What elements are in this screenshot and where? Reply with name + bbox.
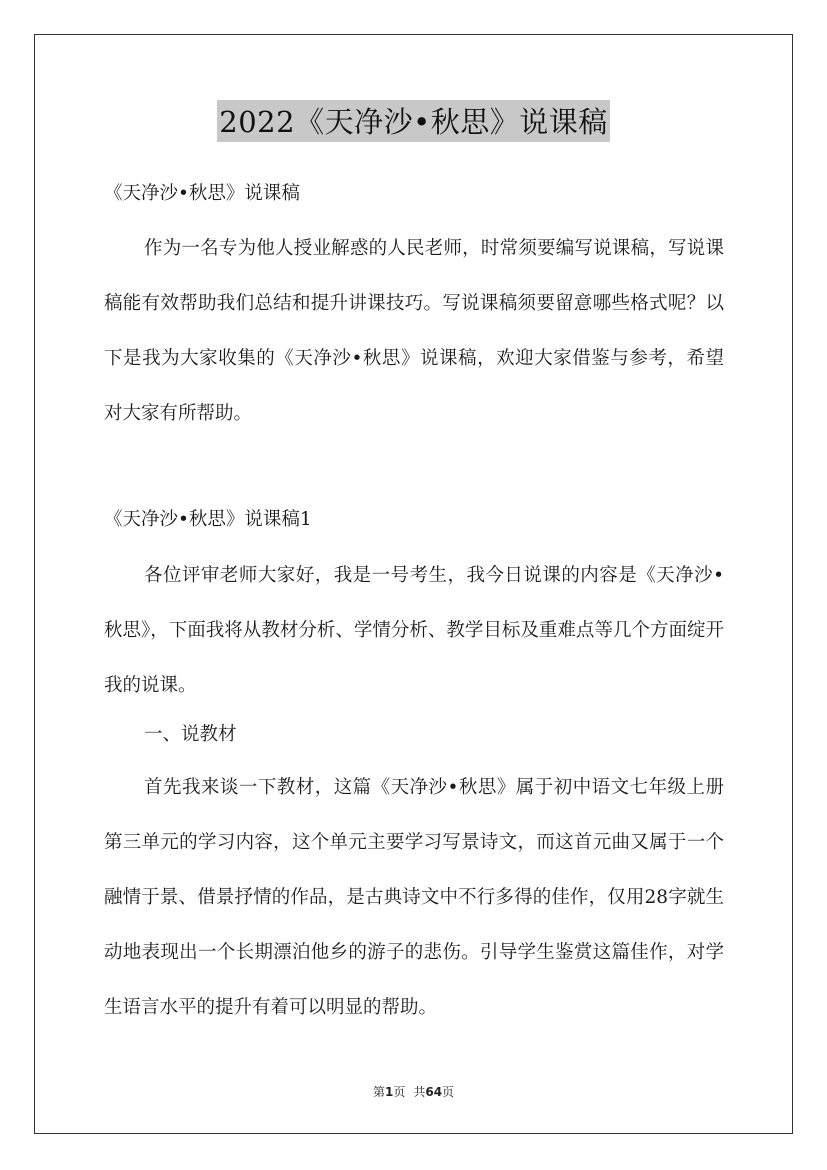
footer-page-number: 1 <box>384 1085 394 1099</box>
footer-page-suffix: 页 <box>393 1085 406 1099</box>
document-subtitle: 《天净沙•秋思》说课稿 <box>104 183 300 204</box>
section-1-paragraph-2: 首先我来谈一下教材，这篇《天净沙•秋思》属于初中语文七年级上册第三单元的学习内容，这个单元主要学习写景诗文，而这首元曲又属于一个融情于景、借景抒情的作品，是古典诗文中不行多得的佳作，仅用28字就生动地表现出一个长期漂泊他乡的游子的悲伤。引导学生鉴赏这篇佳作，对学生语言水平的提升有着可以明显的帮助。 <box>104 777 724 1018</box>
page-footer <box>0 1083 827 1100</box>
section-1-subheading: 一、说教材 <box>144 724 237 745</box>
footer-total-suffix: 页 <box>442 1085 455 1099</box>
section-1-paragraph-1: 各位评审老师大家好，我是一号考生，我今日说课的内容是《天净沙•秋思》，下面我将从教材分析、学情分析、教学目标及重难点等几个方面绽开我的说课。 <box>104 565 724 696</box>
document-title: 2022《天净沙•秋思》说课稿 <box>217 100 609 142</box>
footer-page-prefix: 第 <box>372 1085 385 1099</box>
footer-total-pages: 64 <box>425 1085 443 1099</box>
intro-paragraph: 作为一名专为他人授业解惑的人民老师，时常须要编写说课稿，写说课稿能有效帮助我们总结和提升讲课技巧。写说课稿须要留意哪些格式呢？以下是我为大家收集的《天净沙•秋思》说课稿，欢迎大家借鉴与参考，希望对大家有所帮助。 <box>104 238 724 424</box>
section-1-title: 《天净沙•秋思》说课稿1 <box>104 509 312 530</box>
footer-total-prefix: 共 <box>413 1085 426 1099</box>
title-container <box>0 100 827 142</box>
